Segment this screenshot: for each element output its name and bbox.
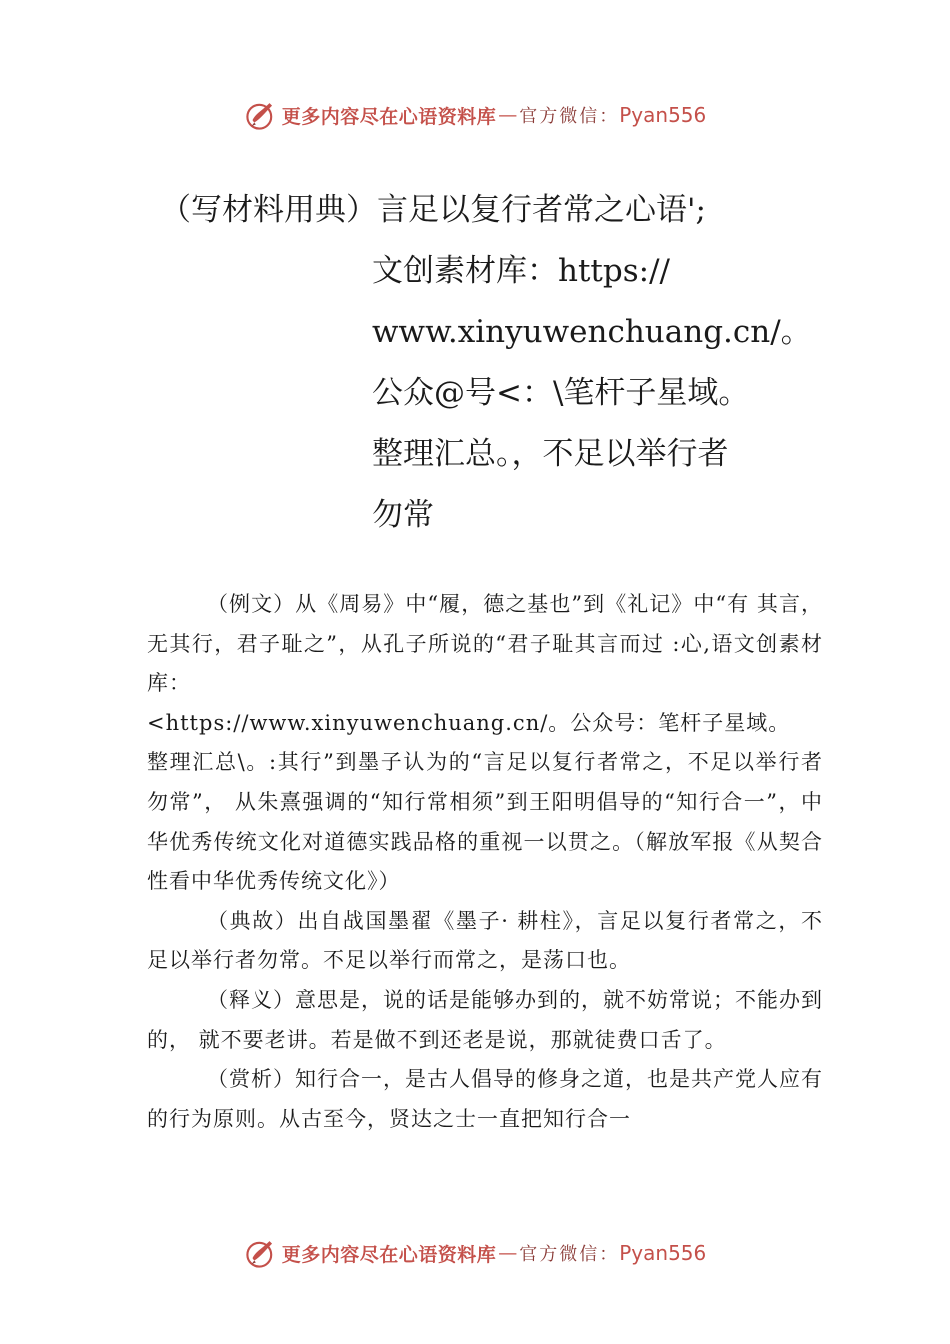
pen-logo-icon bbox=[244, 1236, 278, 1270]
watermark-wechat-id: Pyan556 bbox=[619, 103, 707, 127]
allusion-paragraph: （典故）出自战国墨翟《墨子· 耕柱》，言足以复行者常之，不足以举行者勿常。不足以举行而常之，是荡口也。 bbox=[147, 908, 823, 973]
analysis-paragraph: （赏析）知行合一，是古人倡导的修身之道，也是共产党人应有的行为原则。从古至今，贤达之士一直把知行合一 bbox=[147, 1067, 823, 1131]
watermark-separator: — bbox=[498, 104, 518, 126]
title-line-5: 整理汇总。，不足以举行者 bbox=[372, 436, 729, 472]
meaning-paragraph: （释义）意思是，说的话是能够办到的，就不妨常说；不能办到的， 就不要老讲。若是做不到还老是说，那就徒费口舌了。 bbox=[147, 987, 823, 1052]
example-paragraph-part-1: （例文）从《周易》中“履，德之基也”到《礼记》中“有 其言，无其行，君子耻之”，从孔子所说的“君子耻其言而过 :心,语文创素材库： bbox=[147, 592, 823, 696]
document-title bbox=[160, 180, 810, 546]
footer-watermark bbox=[0, 1233, 950, 1273]
watermark-text: 更多内容尽在心语资料库 bbox=[281, 1243, 497, 1266]
watermark-separator: — bbox=[498, 1242, 518, 1264]
document-body bbox=[147, 585, 823, 1139]
example-paragraph-url-line: <https://www.xinyuwenchuang.cn/。公众号：笔杆子星域。 bbox=[147, 710, 791, 735]
title-line-6: 勿常 bbox=[372, 497, 434, 533]
watermark-label: 官方微信： bbox=[519, 106, 620, 127]
title-line-1: （写材料用典）言足以复行者常之心语'; bbox=[160, 192, 706, 228]
title-continuation bbox=[160, 241, 810, 546]
watermark-text: 更多内容尽在心语资料库 bbox=[281, 105, 497, 128]
title-line-4: 公众@号<：\笔杆子星域。 bbox=[372, 375, 750, 411]
watermark-label: 官方微信： bbox=[519, 1244, 620, 1265]
header-watermark bbox=[0, 95, 950, 135]
example-paragraph-part-2: 整理汇总\。:其行”到墨子认为的“言足以复行者常之，不足以举行者勿常”， 从朱熹强调的“知行常相须”到王阳明倡导的“知行合一”，中 华优秀传统文化对道德实践品格的重视一以贯之。（解放军报《从契合性看中华优秀传统文化》） bbox=[147, 750, 823, 894]
pen-logo-icon bbox=[244, 98, 278, 132]
title-line-3: www.xinyuwenchuang.cn/。 bbox=[372, 314, 812, 350]
watermark-wechat-id: Pyan556 bbox=[619, 1241, 707, 1265]
title-line-2: 文创素材库：https:// bbox=[372, 253, 670, 289]
